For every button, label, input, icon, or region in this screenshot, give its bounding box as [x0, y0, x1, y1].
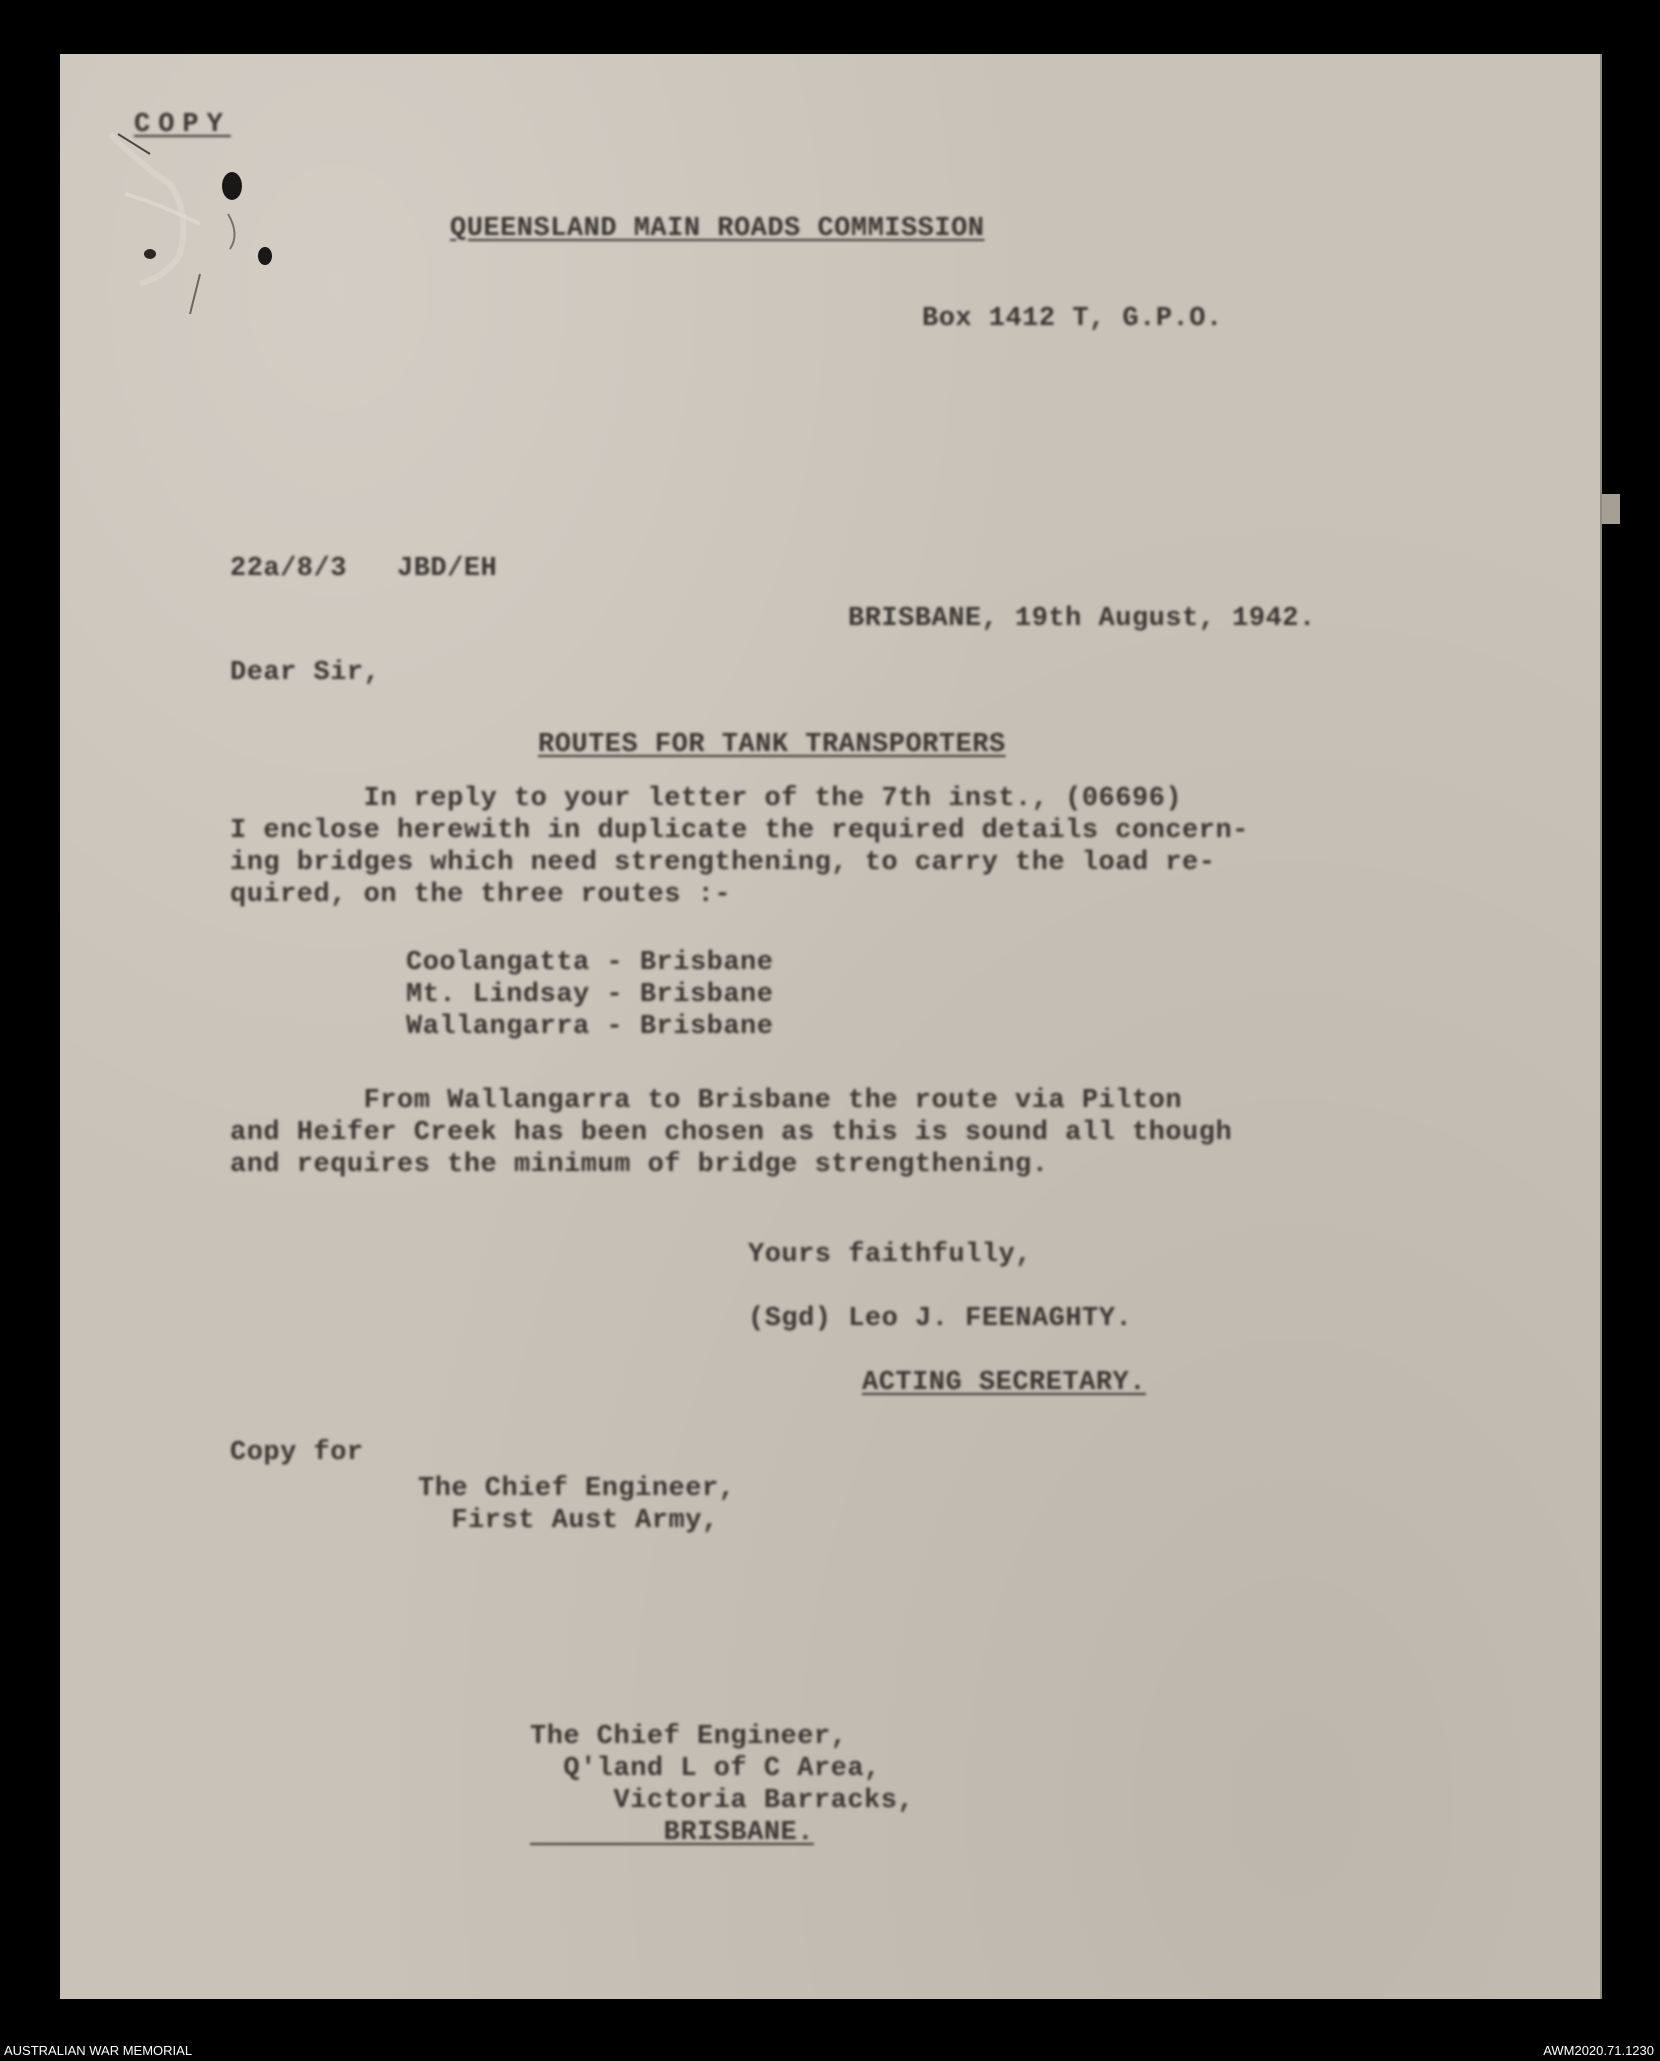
addressee-line: The Chief Engineer,	[530, 1722, 848, 1752]
copy-for-label: Copy for	[230, 1438, 364, 1468]
place-date: BRISBANE, 19th August, 1942.	[848, 604, 1316, 634]
route-item: Coolangatta - Brisbane	[406, 948, 774, 978]
paper-edge-shadow	[1600, 54, 1602, 1999]
signatory-title: ACTING SECRETARY.	[862, 1368, 1146, 1398]
route-item: Wallangarra - Brisbane	[406, 1012, 774, 1042]
body-line: and Heifer Creek has been chosen as this is sound all though	[230, 1118, 1233, 1148]
paper-tab	[1602, 494, 1620, 524]
body-line: ing bridges which need strengthening, to carry the load re-	[230, 848, 1216, 878]
reference: 22a/8/3 JBD/EH	[230, 554, 498, 584]
copy-for-line: The Chief Engineer,	[418, 1474, 736, 1504]
body-line: quired, on the three routes :-	[230, 880, 732, 910]
copy-for-line: First Aust Army,	[418, 1506, 719, 1536]
footer-institution: AUSTRALIAN WAR MEMORIAL	[4, 2043, 193, 2058]
addressee-line: Q'land L of C Area,	[530, 1754, 881, 1784]
body-line: and requires the minimum of bridge strengthening.	[230, 1150, 1049, 1180]
body-line: From Wallangarra to Brisbane the route via Pilton	[230, 1086, 1183, 1116]
salutation: Dear Sir,	[230, 658, 381, 688]
copy-label: COPY	[134, 110, 231, 140]
route-item: Mt. Lindsay - Brisbane	[406, 980, 774, 1010]
closing: Yours faithfully,	[748, 1240, 1032, 1270]
footer-accession-number: AWM2020.71.1230	[1543, 2043, 1654, 2058]
addressee-line: BRISBANE.	[530, 1818, 814, 1848]
letterhead: QUEENSLAND MAIN ROADS COMMISSION	[450, 214, 985, 244]
body-line: In reply to your letter of the 7th inst., (06696)	[230, 784, 1183, 814]
subject-line: ROUTES FOR TANK TRANSPORTERS	[538, 730, 1006, 760]
address: Box 1412 T, G.P.O.	[922, 304, 1223, 334]
addressee-line: Victoria Barracks,	[530, 1786, 915, 1816]
paper-sheet	[60, 54, 1602, 1999]
body-line: I enclose herewith in duplicate the required details concern-	[230, 816, 1249, 846]
signature: (Sgd) Leo J. FEENAGHTY.	[748, 1304, 1133, 1334]
